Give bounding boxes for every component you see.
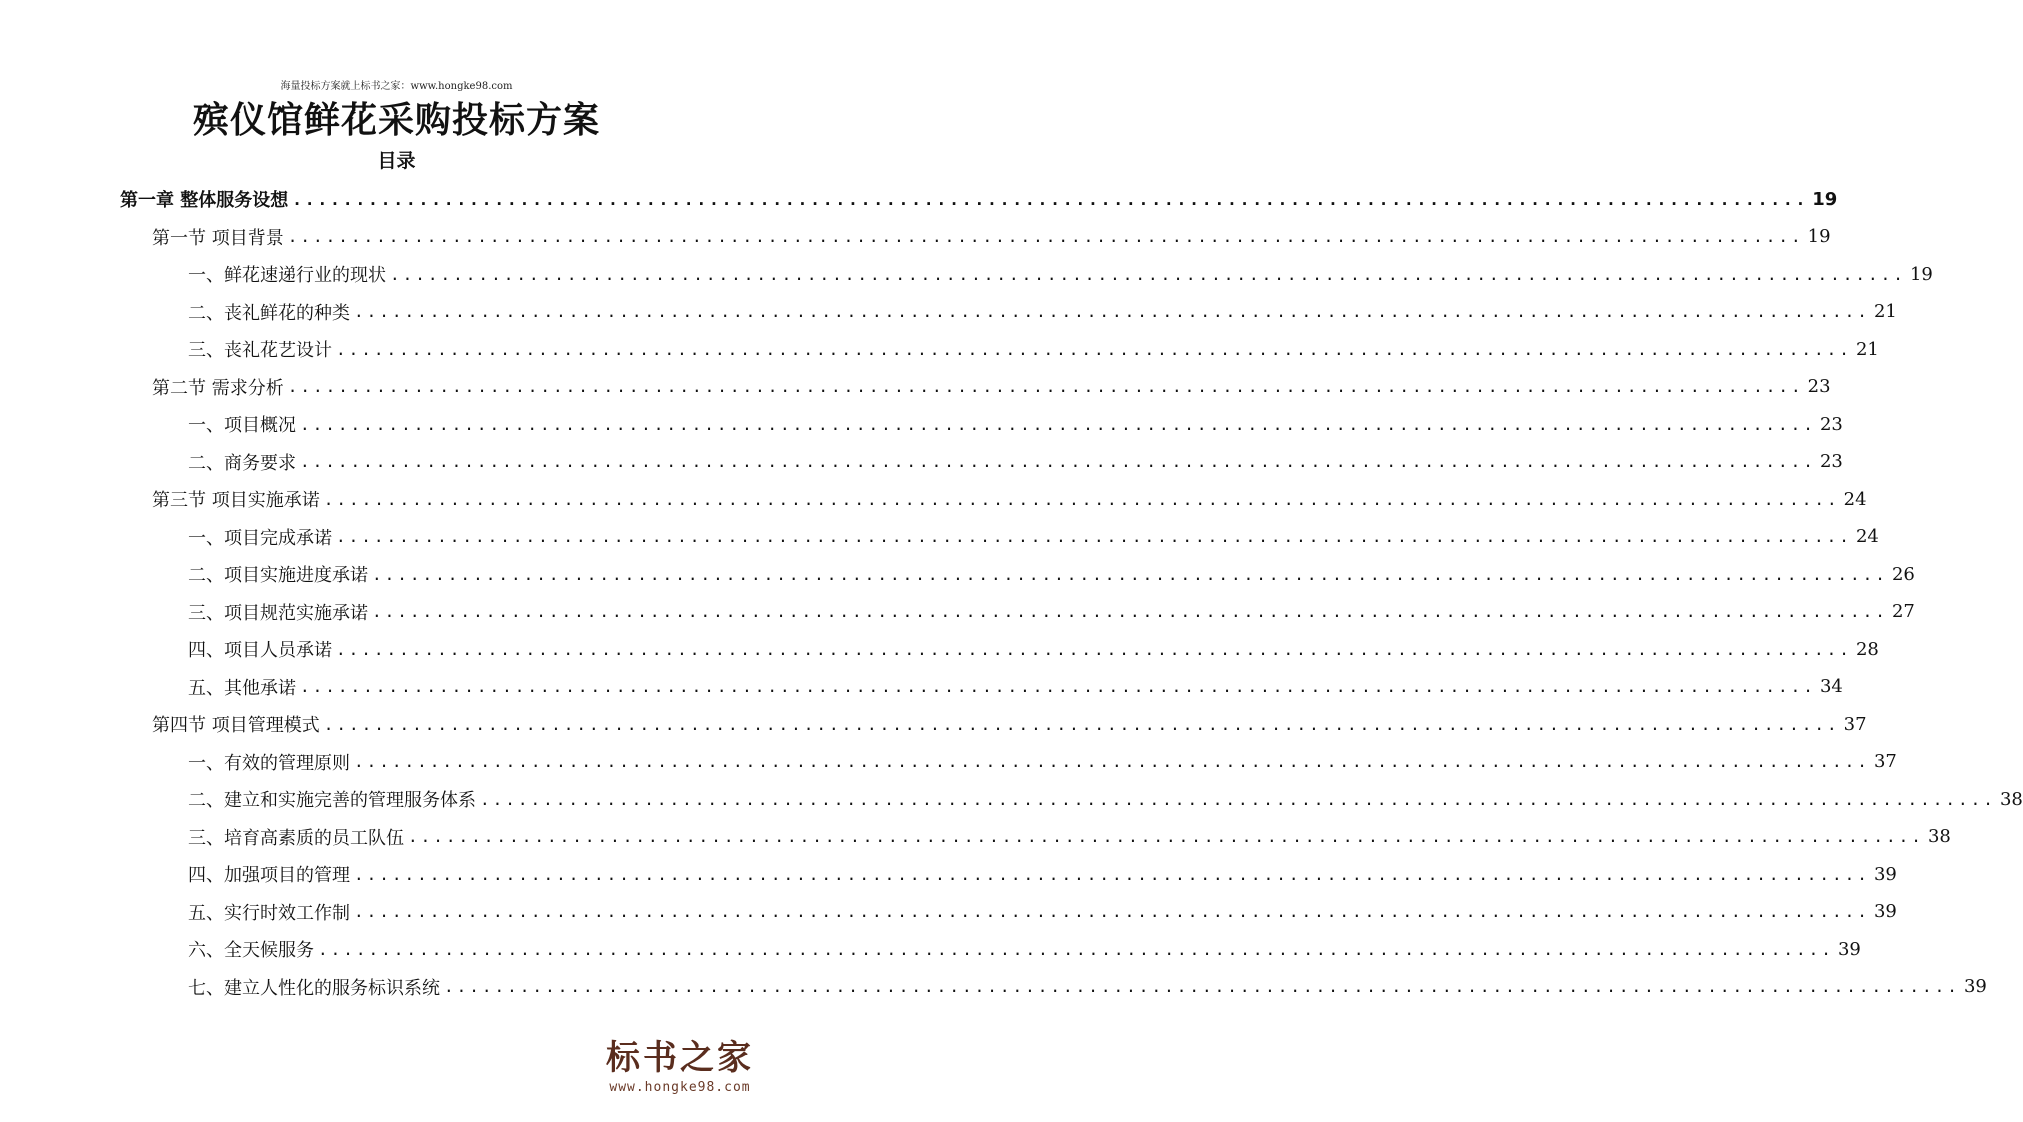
toc-entry-page: 19 <box>1812 188 1838 210</box>
toc-entry-label: 第二节 需求分析 <box>152 377 284 399</box>
toc-entry-label: 六、全天候服务 <box>188 940 314 961</box>
toc-entry-page: 37 <box>1873 751 1897 772</box>
toc-entry[interactable] <box>188 406 1843 442</box>
toc-leader-dots: ........................................................................................................................ <box>336 527 1852 546</box>
toc-leader-dots: ........................................................................................................................ <box>287 377 1804 396</box>
toc-entry[interactable] <box>188 331 1879 367</box>
watermark-logo <box>585 1036 775 1114</box>
toc-entry[interactable] <box>152 706 1867 742</box>
toc-entry[interactable] <box>188 931 1861 967</box>
toc-leader-dots: ........................................................................................................................ <box>354 302 1870 321</box>
toc-entry-page: 24 <box>1855 526 1879 547</box>
toc-entry[interactable] <box>188 969 1987 1005</box>
toc-entry-label: 四、加强项目的管理 <box>188 865 350 886</box>
document-title: 殡仪馆鲜花采购投标方案 <box>192 99 600 141</box>
toc-entry-label: 第一章 整体服务设想 <box>120 190 289 211</box>
toc-entry[interactable] <box>188 781 2023 817</box>
toc-entry-label: 三、培育高素质的员工队伍 <box>188 827 404 849</box>
toc-entry[interactable] <box>188 294 1897 330</box>
toc-leader-dots: ........................................................................................................................ <box>354 752 1870 771</box>
toc-entry-label: 二、项目实施进度承诺 <box>188 565 368 586</box>
toc-entry[interactable] <box>188 444 1843 480</box>
toc-entry-page: 38 <box>1999 788 2023 810</box>
toc-heading: 目录 <box>377 150 416 172</box>
toc-entry-label: 一、鲜花速递行业的现状 <box>188 265 386 286</box>
toc-entry[interactable] <box>152 369 1831 405</box>
toc-entry-label: 第三节 项目实施承诺 <box>152 490 320 511</box>
toc-entry-label: 一、项目完成承诺 <box>188 527 332 549</box>
toc-entry[interactable] <box>188 744 1897 780</box>
toc-entry-page: 39 <box>1873 863 1897 885</box>
toc-leader-dots: ........................................................................................................................ <box>323 489 1840 509</box>
toc-entry-label: 七、建立人性化的服务标识系统 <box>188 977 440 999</box>
toc-entry-page: 24 <box>1843 488 1867 510</box>
toc-entry-page: 23 <box>1807 376 1831 397</box>
toc-leader-dots: ........................................................................................................................ <box>372 564 1888 584</box>
toc-entry-page: 23 <box>1819 413 1843 435</box>
toc-entry[interactable] <box>188 594 1915 630</box>
header-note: 海量投标方案就上标书之家：www.hongke98.com <box>280 81 513 92</box>
toc-leader-dots: ........................................................................................................................ <box>318 939 1834 959</box>
toc-entry-page: 23 <box>1819 451 1843 472</box>
toc-entry[interactable] <box>188 631 1879 667</box>
toc-entry-page: 34 <box>1819 676 1843 697</box>
toc-entry[interactable] <box>188 894 1897 930</box>
toc-entry-page: 21 <box>1873 301 1897 322</box>
toc-entry-label: 第四节 项目管理模式 <box>152 715 320 736</box>
toc-entry-page: 26 <box>1891 563 1915 585</box>
toc-leader-dots: ........................................................................................................................ <box>444 977 1960 996</box>
toc-entry-page: 21 <box>1855 338 1879 360</box>
toc-leader-dots: ........................................................................................................................ <box>323 714 1840 734</box>
toc-entry-page: 19 <box>1807 226 1831 247</box>
toc-entry[interactable] <box>188 256 1933 292</box>
toc-entry-label: 五、实行时效工作制 <box>188 902 350 924</box>
toc-leader-dots: ........................................................................................................................ <box>300 677 1816 696</box>
toc-entry-label: 四、项目人员承诺 <box>188 640 332 661</box>
toc-entry[interactable] <box>152 219 1831 255</box>
toc-entry-page: 39 <box>1963 976 1987 997</box>
toc-entry[interactable] <box>120 181 1838 217</box>
toc-entry[interactable] <box>152 481 1867 517</box>
toc-entry-label: 第一节 项目背景 <box>152 227 284 249</box>
toc-entry-page: 38 <box>1927 826 1951 847</box>
toc-entry-label: 三、丧礼花艺设计 <box>188 340 332 361</box>
toc-entry-page: 19 <box>1909 263 1933 285</box>
toc-entry-label: 一、有效的管理原则 <box>188 752 350 774</box>
toc-leader-dots: ........................................................................................................................ <box>336 639 1852 659</box>
toc-entry-label: 五、其他承诺 <box>188 677 296 699</box>
toc-entry[interactable] <box>188 856 1897 892</box>
toc-entry-label: 二、丧礼鲜花的种类 <box>188 302 350 324</box>
toc-entry-label: 二、建立和实施完善的管理服务体系 <box>188 790 476 811</box>
toc-entry[interactable] <box>188 519 1879 555</box>
toc-leader-dots: ........................................................................................................................ <box>336 339 1852 359</box>
watermark-text: 标书之家 <box>606 1038 754 1078</box>
toc-entry-page: 27 <box>1891 601 1915 622</box>
watermark-url: www.hongke98.com <box>609 1080 751 1095</box>
toc-leader-dots: ........................................................................................................................ <box>287 227 1804 246</box>
toc-entry-label: 三、项目规范实施承诺 <box>188 602 368 624</box>
toc-leader-dots: ........................................................................................................................ <box>408 827 1924 846</box>
toc-leader-dots: ........................................................................................................................ <box>300 414 1816 434</box>
toc-leader-dots: ........................................................................................................................ <box>292 189 1809 209</box>
toc-entry[interactable] <box>188 669 1843 705</box>
toc-leader-dots: ........................................................................................................................ <box>354 864 1870 884</box>
toc-entry[interactable] <box>188 819 1951 855</box>
toc-leader-dots: ........................................................................................................................ <box>390 264 1906 284</box>
toc-entry-page: 28 <box>1855 638 1879 660</box>
toc-leader-dots: ........................................................................................................................ <box>300 452 1816 471</box>
toc-entry[interactable] <box>188 556 1915 592</box>
toc-entry-page: 37 <box>1843 713 1867 735</box>
toc-leader-dots: ........................................................................................................................ <box>480 789 1996 809</box>
toc-entry-page: 39 <box>1837 938 1861 960</box>
toc-leader-dots: ........................................................................................................................ <box>372 602 1888 621</box>
toc-entry-label: 二、商务要求 <box>188 452 296 474</box>
toc-entry-label: 一、项目概况 <box>188 415 296 436</box>
toc-leader-dots: ........................................................................................................................ <box>354 902 1870 921</box>
toc-entry-page: 39 <box>1873 901 1897 922</box>
